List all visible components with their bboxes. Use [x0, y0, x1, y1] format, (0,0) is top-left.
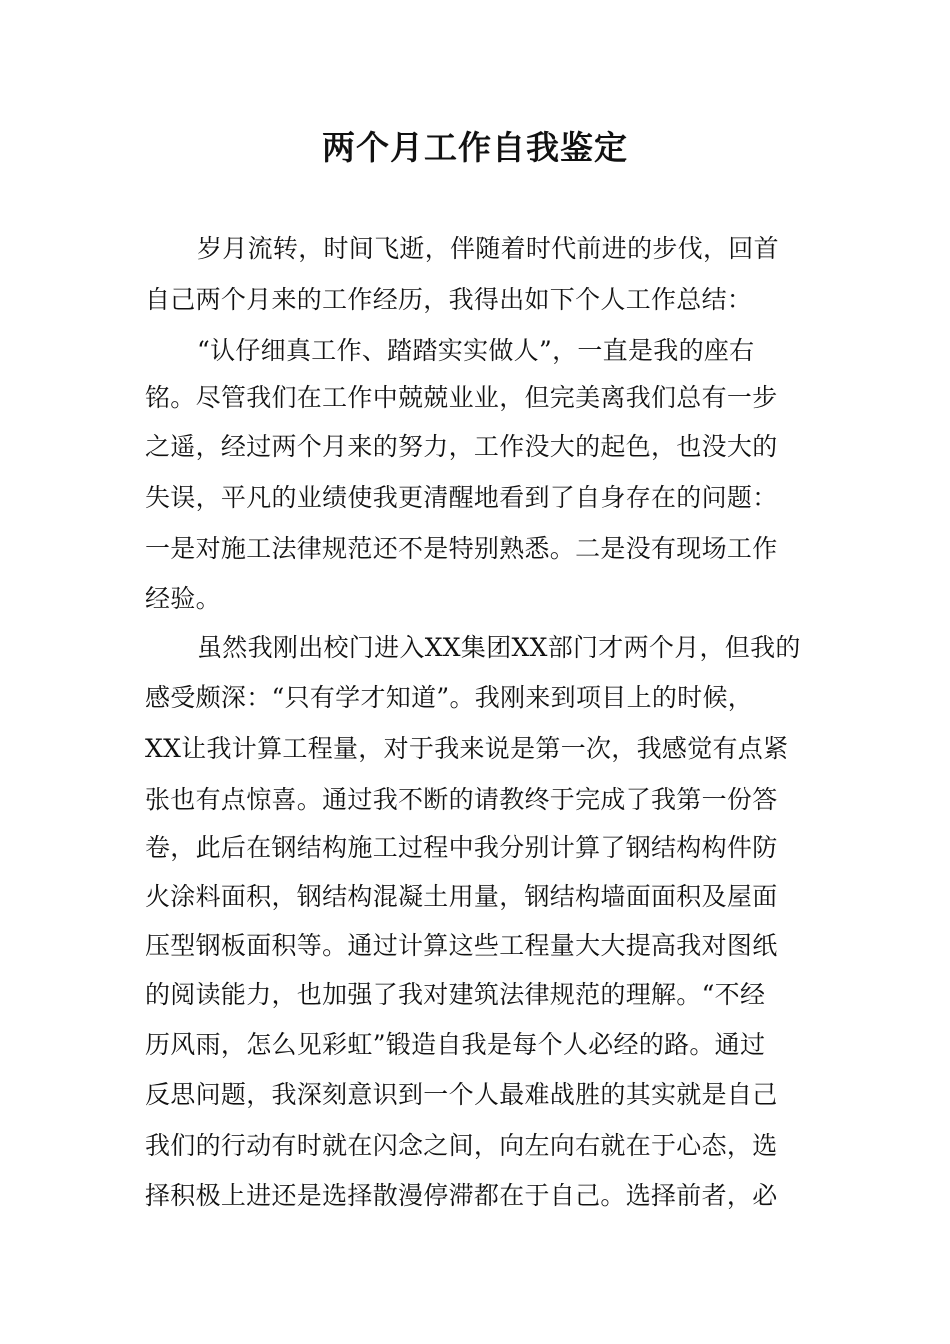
text-line-14: 火涂料面积，钢结构混凝土用量，钢结构墙面面积及屋面	[145, 882, 778, 911]
text-line-1: 岁月流转，时间飞逝，伴随着时代前进的步伐，回首	[197, 234, 779, 263]
text-line-20: 择积极上进还是选择散漫停滞都在于自己。选择前者，必	[145, 1181, 778, 1210]
text-line-11: XX让我计算工程量，对于我来说是第一次，我感觉有点紧	[145, 734, 789, 763]
text-line-3: “认仔细真工作、踏踏实实做人”，一直是我的座右	[197, 336, 755, 365]
text-line-5: 之遥，经过两个月来的努力，工作没大的起色，也没大的	[145, 432, 778, 461]
text-line-6: 失误，平凡的业绩使我更清醒地看到了自身存在的问题：	[145, 483, 778, 512]
text-line-12: 张也有点惊喜。通过我不断的请教终于完成了我第一份答	[145, 785, 778, 814]
text-line-10: 感受颇深：“只有学才知道”。我刚来到项目上的时候，	[145, 683, 754, 712]
text-line-8: 经验。	[145, 584, 221, 613]
text-line-9: 虽然我刚出校门进入XX集团XX部门才两个月，但我的	[197, 633, 801, 662]
text-line-2: 自己两个月来的工作经历，我得出如下个人工作总结：	[145, 285, 753, 314]
text-line-16: 的阅读能力，也加强了我对建筑法律规范的理解。“不经	[145, 980, 766, 1009]
text-line-18: 反思问题，我深刻意识到一个人最难战胜的其实就是自己	[145, 1080, 778, 1109]
text-line-7: 一是对施工法律规范还不是特别熟悉。二是没有现场工作	[145, 534, 778, 563]
text-line-13: 卷，此后在钢结构施工过程中我分别计算了钢结构构件防	[145, 833, 778, 862]
text-line-17: 历风雨，怎么见彩虹”锻造自我是每个人必经的路。通过	[145, 1030, 766, 1059]
text-line-15: 压型钢板面积等。通过计算这些工程量大大提高我对图纸	[145, 931, 778, 960]
document-title: 两个月工作自我鉴定	[322, 128, 628, 167]
text-line-4: 铭。尽管我们在工作中兢兢业业，但完美离我们总有一步	[145, 383, 778, 412]
text-line-19: 我们的行动有时就在闪念之间，向左向右就在于心态，选	[145, 1131, 778, 1160]
